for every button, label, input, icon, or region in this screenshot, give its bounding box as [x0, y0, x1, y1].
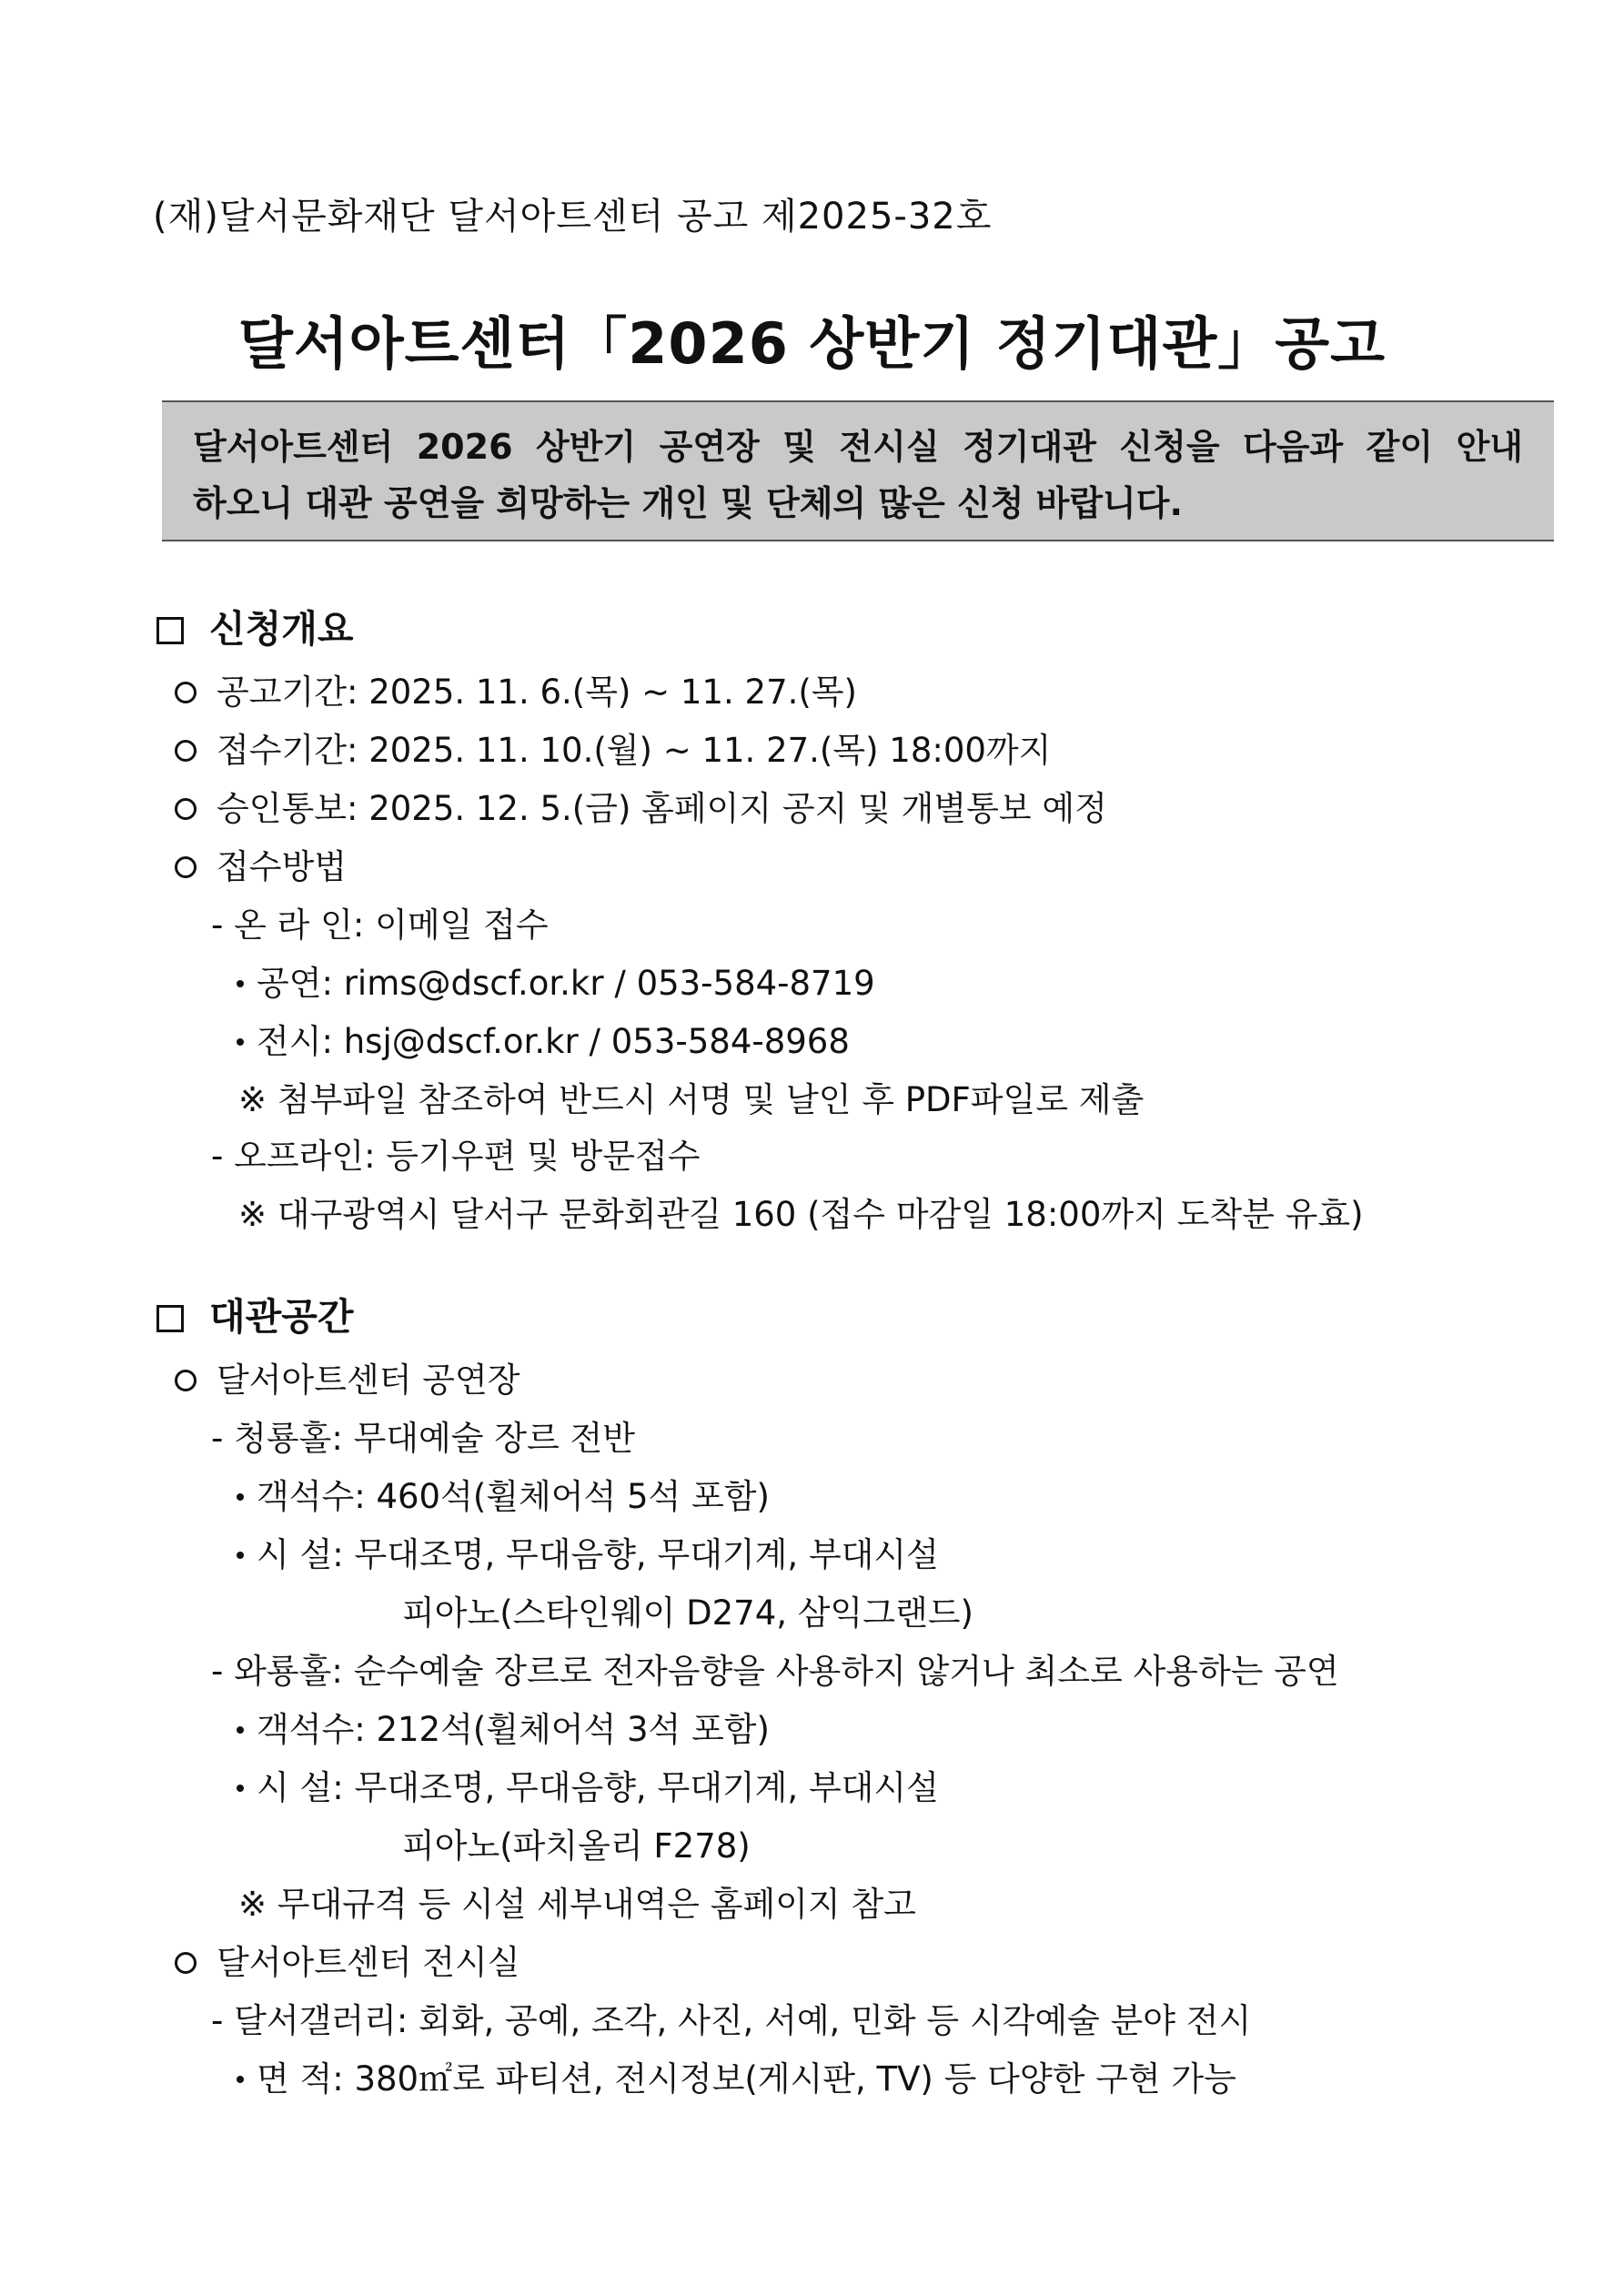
waryong-seats: 객석수: 212석(휠체어석 3석 포함)	[237, 1702, 770, 1751]
list-item: 달서아트센터 공연장	[175, 1352, 519, 1401]
offline-method: - 오프라인: 등기우편 및 방문접수	[211, 1137, 701, 1176]
dot-bullet-icon	[237, 980, 244, 987]
dot-bullet-icon	[237, 1785, 244, 1792]
dot-bullet-icon	[237, 2076, 244, 2083]
intro-box	[162, 400, 1554, 541]
circle-bullet-icon	[175, 798, 197, 820]
gallery-area: 면 적: 380㎡로 파티션, 전시정보(게시판, TV) 등 다양한 구현 가능	[237, 2051, 1236, 2100]
list-item: 접수기간: 2025. 11. 10.(월) ~ 11. 27.(목) 18:00까지	[175, 723, 1051, 772]
circle-bullet-icon	[175, 740, 197, 762]
intro-line-2: 하오니 대관 공연을 희망하는 개인 및 단체의 많은 신청 바랍니다.	[193, 483, 1183, 523]
section-heading-spaces: 대관공간	[156, 1287, 353, 1340]
list-item: 접수방법	[175, 839, 347, 888]
circle-bullet-icon	[175, 1370, 197, 1391]
dot-bullet-icon	[237, 1493, 244, 1501]
stage-note: ※ 무대규격 등 시설 세부내역은 홈페이지 참고	[238, 1885, 916, 1924]
square-bullet-icon	[156, 1305, 184, 1332]
circle-bullet-icon	[175, 682, 197, 703]
cheongryong-seats: 객석수: 460석(휠체어석 5석 포함)	[237, 1469, 770, 1518]
list-item: 승인통보: 2025. 12. 5.(금) 홈페이지 공지 및 개별통보 예정	[175, 781, 1107, 830]
dot-bullet-icon	[237, 1552, 244, 1559]
page-title: 달서아트센터「2026 상반기 정기대관」공고	[237, 310, 1387, 377]
online-note: ※ 첨부파일 참조하여 반드시 서명 및 날인 후 PDF파일로 제출	[238, 1080, 1145, 1119]
notice-number: (재)달서문화재단 달서아트센터 공고 제2025-32호	[153, 196, 993, 238]
cheongryong-hall: - 청룡홀: 무대예술 장르 전반	[211, 1419, 636, 1458]
section-heading-overview: 신청개요	[156, 599, 353, 652]
dot-bullet-icon	[237, 1726, 244, 1734]
waryong-facilities: 시 설: 무대조명, 무대음향, 무대기계, 부대시설	[237, 1760, 939, 1809]
waryong-piano: 피아노(파치올리 F278)	[402, 1826, 751, 1866]
offline-note: ※ 대구광역시 달서구 문화회관길 160 (접수 마감일 18:00까지 도착분 유효)	[238, 1195, 1364, 1234]
circle-bullet-icon	[175, 856, 197, 878]
exhibition-contact: 전시: hsj@dscf.or.kr / 053-584-8968	[237, 1014, 850, 1063]
list-item: 공고기간: 2025. 11. 6.(목) ~ 11. 27.(목)	[175, 664, 857, 713]
waryong-hall: - 와룡홀: 순수예술 장르로 전자음향을 사용하지 않거나 최소로 사용하는 공연	[211, 1652, 1339, 1691]
intro-line-1: 달서아트센터 2026 상반기 공연장 및 전시실 정기대관 신청을 다음과 같이 안내	[193, 427, 1523, 467]
dalseo-gallery: - 달서갤러리: 회화, 공예, 조각, 사진, 서예, 민화 등 시각예술 분야 전시	[211, 2001, 1252, 2040]
square-bullet-icon	[156, 617, 184, 644]
dot-bullet-icon	[237, 1038, 244, 1046]
cheongryong-piano: 피아노(스타인웨이 D274, 삼익그랜드)	[402, 1593, 973, 1633]
list-item: 달서아트센터 전시실	[175, 1935, 519, 1984]
cheongryong-facilities: 시 설: 무대조명, 무대음향, 무대기계, 부대시설	[237, 1527, 939, 1576]
online-method: - 온 라 인: 이메일 접수	[211, 905, 549, 945]
circle-bullet-icon	[175, 1952, 197, 1974]
performance-contact: 공연: rims@dscf.or.kr / 053-584-8719	[237, 956, 875, 1005]
